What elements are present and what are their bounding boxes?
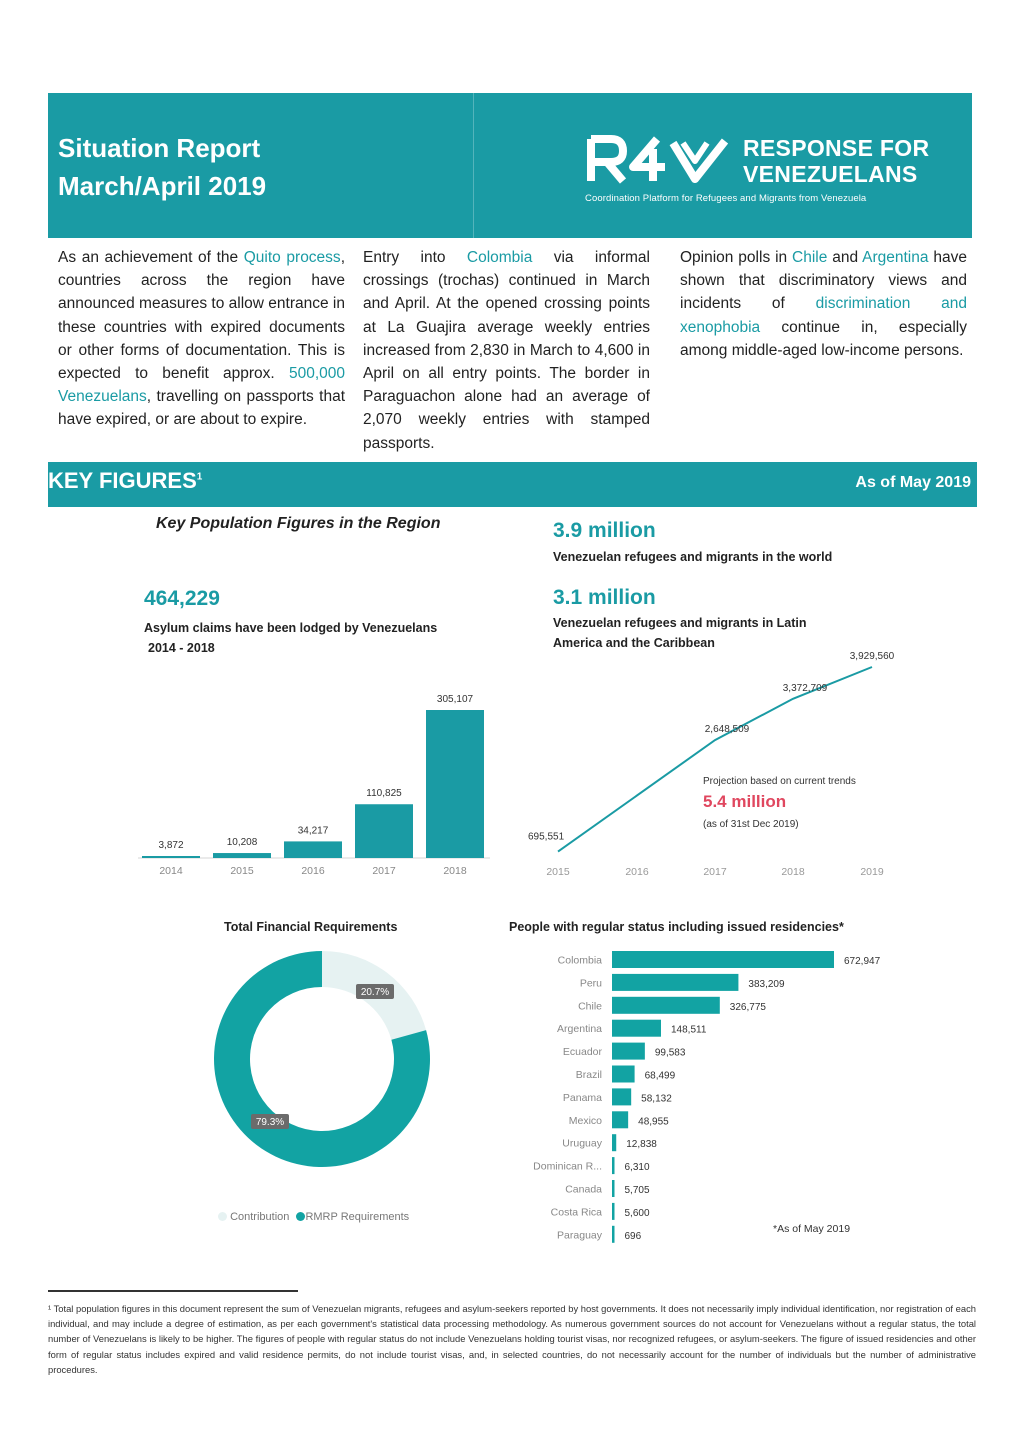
trend-tick-label: 2017 (703, 866, 727, 878)
status-category-label: Colombia (557, 954, 602, 967)
status-bar (612, 1111, 628, 1128)
asylum-data-label: 110,825 (366, 788, 402, 800)
asylum-desc-line2: 2014 - 2018 (148, 641, 215, 655)
status-category-label: Paraguay (557, 1229, 602, 1242)
status-bar (612, 1066, 635, 1083)
asylum-claims-number: 464,229 (144, 587, 220, 610)
intro-text: , countries across the region have announced measures to allow entrance in these countries with expired documents or other forms of documentation. This is expected to benefit approx. (58, 249, 345, 383)
status-bar (612, 1088, 631, 1105)
status-data-label: 326,775 (729, 1001, 766, 1013)
status-category-label: Argentina (557, 1023, 602, 1036)
brand-tagline: Coordination Platform for Refugees and Migrants from Venezuela (585, 193, 867, 204)
status-data-label: 148,511 (670, 1024, 707, 1036)
trend-data-label: 2,648,509 (704, 724, 750, 736)
asylum-data-label: 10,208 (226, 837, 258, 849)
legend-contribution-swatch (218, 1212, 227, 1221)
status-data-label: 68,499 (644, 1070, 676, 1082)
status-bar (612, 1226, 615, 1243)
brand-name (743, 135, 929, 187)
intro-text: have shown that discriminatory views and incidents of (680, 249, 967, 313)
link-quito-process[interactable]: Quito process (243, 249, 341, 266)
status-category-label: Brazil (575, 1069, 602, 1081)
intro-text: As an achievement of the (58, 249, 244, 266)
status-data-label: 696 (624, 1230, 642, 1242)
status-category-label: Ecuador (562, 1046, 602, 1059)
status-bar (612, 1134, 616, 1151)
link-colombia[interactable]: Colombia (466, 249, 533, 266)
intro-text: via informal crossings (trochas) continued in March and April. At the opened crossing points at La Guajira average weekly entries increased from 2,830 in March to 4,600 in April on all entry points. The border in Paraguachon alone had an average of 2,070 weekly entries with stamped passports. (363, 249, 650, 452)
intro-text: and (827, 249, 863, 266)
donut-legend (218, 1211, 409, 1223)
donut-data-label: 79.3% (255, 1117, 285, 1128)
footnote-marker: 1 (196, 471, 203, 483)
financial-donut-chart (200, 945, 450, 1175)
world-number: 3.9 million (553, 519, 656, 542)
trend-data-label: 3,372,709 (782, 682, 828, 694)
intro-column-quito (58, 246, 345, 432)
asylum-tick-label: 2018 (443, 865, 467, 877)
regular-status-bar-chart (500, 945, 900, 1245)
header-divider (473, 93, 474, 238)
latam-desc-line1: Venezuelan refugees and migrants in Latin (553, 616, 807, 630)
trend-tick-label: 2016 (625, 866, 649, 878)
donut-data-label: 20.7% (360, 987, 390, 998)
report-title-line1: Situation Report (58, 133, 261, 163)
highlight-500000-venezuelans: 500,000 Venezuelans (58, 365, 345, 406)
status-category-label: Uruguay (562, 1137, 602, 1150)
asylum-bar (142, 856, 200, 858)
intro-column-polls (680, 246, 967, 362)
financial-chart-title: Total Financial Requirements (224, 920, 398, 934)
status-category-label: Peru (579, 977, 602, 990)
asylum-claims-description (144, 618, 437, 658)
status-data-label: 12,838 (626, 1139, 657, 1151)
status-data-label: 6,310 (624, 1162, 650, 1174)
intro-text: Entry into (363, 249, 467, 266)
asylum-tick-label: 2014 (159, 865, 183, 877)
status-data-label: 48,955 (638, 1116, 669, 1128)
status-bar (612, 951, 834, 968)
status-data-label: 58,132 (641, 1093, 672, 1105)
trend-tick-label: 2019 (860, 866, 884, 878)
status-bar (612, 1157, 615, 1174)
latam-number: 3.1 million (553, 586, 656, 609)
link-chile[interactable]: Chile (792, 249, 828, 266)
status-bar (612, 1020, 661, 1037)
status-bar (612, 997, 720, 1014)
status-category-label: Panama (562, 1091, 602, 1104)
trend-line-chart (520, 645, 900, 885)
intro-text: continue in, especially among middle-aged low-income persons. (680, 318, 967, 359)
report-title (58, 129, 266, 205)
intro-text: , travelling on passports that have expired, or are about to expire. (58, 388, 345, 429)
link-discrimination-xenophobia[interactable]: discrimination and xenophobia (680, 295, 967, 336)
status-bar (612, 1043, 645, 1060)
status-category-label: Costa Rica (550, 1206, 602, 1219)
asylum-bar (213, 853, 271, 858)
status-category-label: Chile (578, 1000, 602, 1013)
footnote-text: ¹ Total population figures in this document represent the sum of Venezuelan migrants, refugees and asylum-seekers reported by host governments. It does not necessarily imply individual identification, nor registration of each individual, and may include a degree of estimation, as per each government's statistical data processing methodology. As numerous government sources do not account for Venezuelans without a regular status, the total number of Venezuelans is likely to be higher. The figures of people with regular status do not include Venezuelans holding tourist visas, nor recognized refugees, or asylum-seekers. The figure of issued residencies and other form of regular status includes expired and valid residence permits, do not include tourist visas, and, in selected countries, do not necessarily account for the number of individuals but the number of administrative procedures. (48, 1303, 976, 1375)
brand-name-line1: RESPONSE FOR (743, 135, 930, 161)
report-header (48, 93, 972, 238)
region-section-title: Key Population Figures in the Region (156, 515, 441, 532)
status-chart-note: *As of May 2019 (773, 1223, 851, 1235)
asylum-claims-bar-chart (130, 680, 500, 880)
report-title-line2: March/April 2019 (58, 171, 267, 201)
legend-rmrp-label: RMRP Requirements (305, 1211, 410, 1223)
status-bar (612, 974, 738, 991)
status-data-label: 5,705 (624, 1185, 650, 1196)
asylum-data-label: 34,217 (297, 825, 329, 837)
status-bar (612, 1203, 615, 1220)
asylum-bar (284, 841, 342, 858)
latam-desc-line2: America and the Caribbean (553, 636, 715, 650)
status-data-label: 5,600 (624, 1207, 650, 1219)
intro-text: Opinion polls in (680, 249, 793, 266)
asylum-data-label: 3,872 (158, 840, 184, 851)
asylum-desc-line1: Asylum claims have been lodged by Venezuelans (144, 621, 438, 635)
status-category-label: Dominican R... (533, 1160, 602, 1173)
projection-value: 5.4 million (703, 792, 787, 811)
r4v-logo-icon (585, 135, 731, 185)
status-category-label: Mexico (568, 1114, 602, 1127)
status-chart-title: People with regular status including issued residencies* (509, 920, 844, 934)
link-argentina[interactable]: Argentina (862, 249, 929, 266)
status-data-label: 672,947 (844, 956, 881, 967)
status-data-label: 383,209 (748, 978, 785, 990)
footnote-rule (48, 1290, 298, 1292)
status-category-label: Canada (565, 1183, 602, 1196)
key-figures-title-text: KEY FIGURES (48, 468, 197, 493)
trend-tick-label: 2018 (781, 866, 805, 878)
brand-name-line2: VENEZUELANS (743, 161, 918, 187)
trend-tick-label: 2015 (546, 866, 570, 878)
asylum-tick-label: 2015 (230, 865, 254, 877)
projection-label: Projection based on current trends (703, 776, 856, 787)
status-data-label: 99,583 (654, 1047, 686, 1059)
asylum-tick-label: 2017 (372, 865, 396, 877)
projection-note: (as of 31st Dec 2019) (703, 819, 799, 830)
world-description: Venezuelan refugees and migrants in the world (553, 550, 833, 564)
asylum-bar (426, 710, 484, 858)
key-figures-as-of: As of May 2019 (855, 474, 971, 491)
trend-data-label: 3,929,560 (849, 651, 895, 662)
key-figures-band (48, 462, 977, 507)
legend-contribution-label: Contribution (230, 1211, 290, 1223)
trend-data-label: 695,551 (528, 831, 565, 843)
asylum-tick-label: 2016 (301, 865, 325, 877)
asylum-bar (355, 804, 413, 858)
key-figures-title (48, 468, 202, 494)
asylum-data-label: 305,107 (436, 694, 474, 705)
intro-column-colombia (363, 246, 650, 455)
status-bar (612, 1180, 615, 1197)
